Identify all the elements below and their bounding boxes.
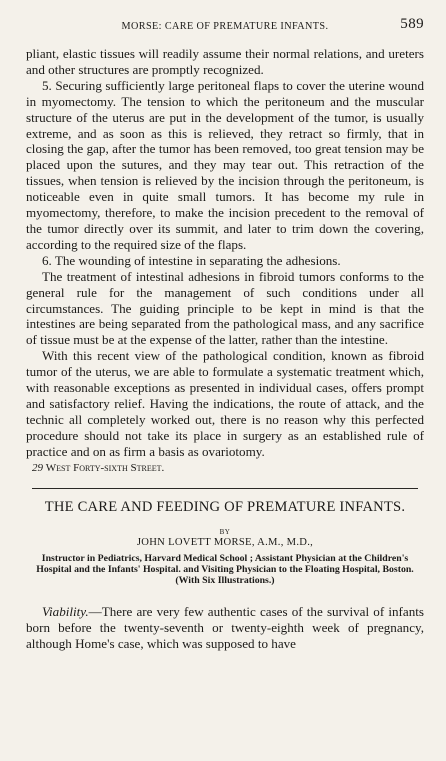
- affiliation-text: Instructor in Pediatrics, Harvard Medical School ; Assistant Physician at the Children's Hospital and the Infants' Hospital. and Visiting Physician to the Floating Hospital, Boston.: [36, 552, 414, 575]
- page-number: 589: [400, 16, 424, 32]
- author-name: JOHN LOVETT MORSE, A.M., M.D.,: [136, 536, 314, 548]
- address-street: West Forty-sixth Street.: [45, 461, 165, 474]
- illustrations-note: (With Six Illustrations.): [175, 574, 275, 586]
- byline-by: BY: [219, 527, 231, 536]
- author-affiliation: [26, 553, 424, 587]
- section-divider: [32, 488, 418, 489]
- previous-article-body: [26, 46, 424, 460]
- address-number: 29: [32, 461, 43, 474]
- author-address: [26, 462, 424, 474]
- paragraph: 6. The wounding of intestine in separating the adhesions.: [42, 252, 341, 268]
- opening-text: —There are very few authentic cases of the survival of infants born before the twenty-seventh or twenty-eighth week of pregnancy, although Home's case, which was supposed to have: [26, 604, 424, 651]
- paragraph: [26, 604, 424, 652]
- article-body: [26, 604, 424, 652]
- lead-word: Viability.: [42, 604, 89, 620]
- page-header: [26, 16, 424, 36]
- running-title: MORSE: CARE OF PREMATURE INFANTS.: [121, 21, 329, 32]
- paragraph: pliant, elastic tissues will readily assume their normal relations, and ureters and other structures are promptly recognized.: [26, 46, 424, 77]
- paragraph: The treatment of intestinal adhesions in fibroid tumors conforms to the general rule for the management of such conditions under all circumstances. The guiding principle to be kept in mind is that the intestines are being separated from the pathological mass, and any sacrifice of tissue must be at the expense of the latter, rather than the intestine.: [26, 268, 424, 348]
- paragraph: 5. Securing sufficiently large peritoneal flaps to cover the uterine wound in myomectomy. The tension to which the peritoneum and the muscular structure of the uterus are put in the development of the tumor, is usually extreme, and as soon as this is relieved, they retract so firmly, that in closing the gap, after the tumor has been removed, too great tension may be placed upon the sutures, and they may tear out. This retraction of the tissues, when tension is relieved by the incision through the peritoneum, is noticeable even in quite small tumors. It has become my rule in myomectomy, therefore, to make the incision precedent to the removal of the tumor directly over its summit, and later to trim down the covering, according to the required size of the flaps.: [26, 77, 424, 252]
- paragraph: With this recent view of the pathological condition, known as fibroid tumor of the uterus, we are able to formulate a systematic treatment which, with reasonable exceptions as presented in individual cases, offers prompt and satisfactory relief. Having the indications, the route of attack, and the technic all completely worked out, there is no reason why this perfected procedure should not take its place in surgery as an established rule of practice and on as firm a basis as ovariotomy.: [26, 348, 424, 459]
- article-title: THE CARE AND FEEDING OF PREMATURE INFANTS.: [44, 498, 406, 515]
